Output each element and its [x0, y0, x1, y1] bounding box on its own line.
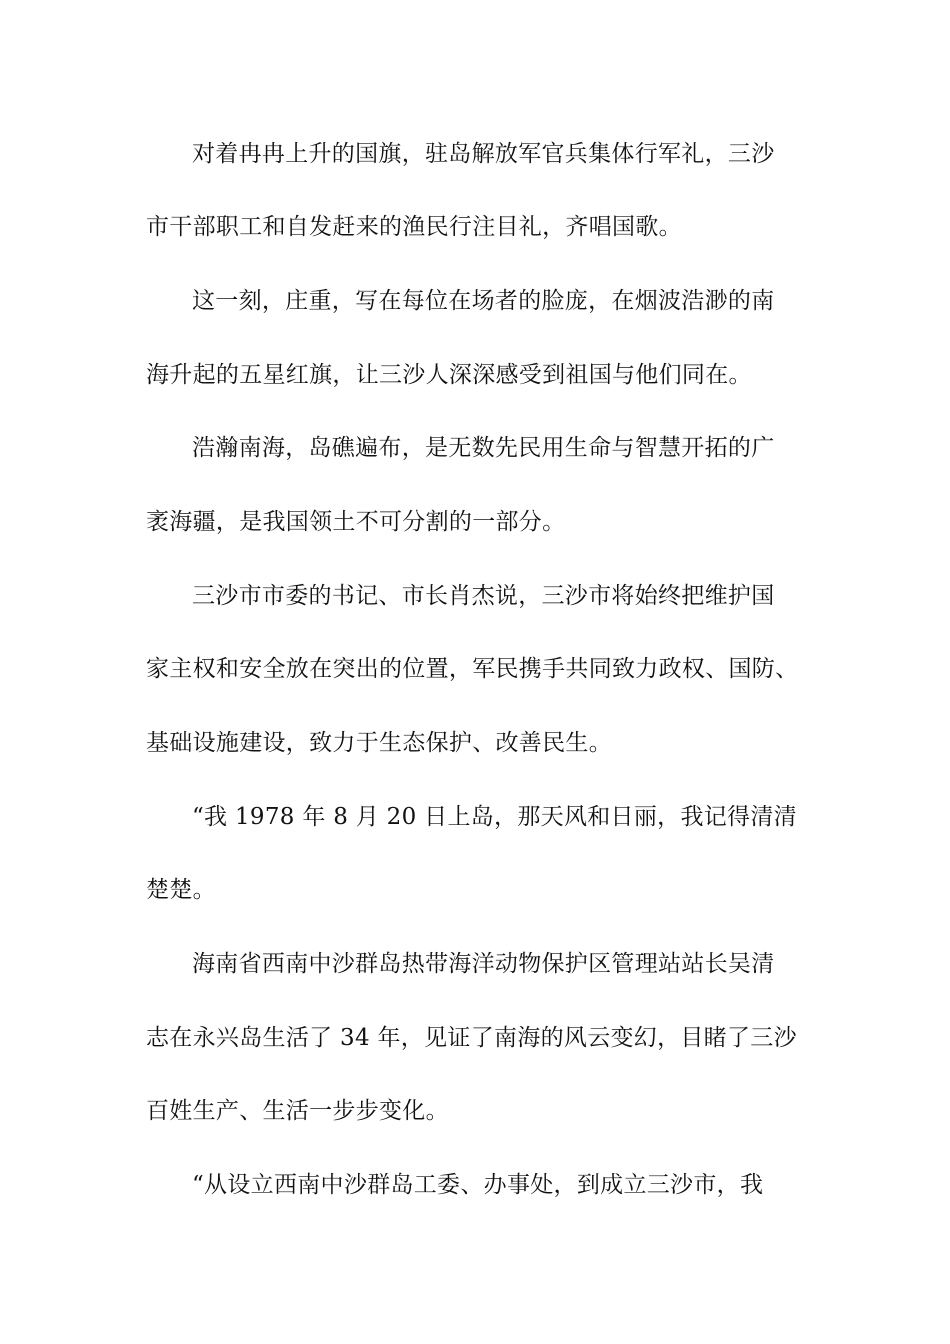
paragraph-6-line-3: 百姓生产、生活一步步变化。	[146, 1098, 449, 1124]
paragraph-4-line-1: 三沙市市委的书记、市长肖杰说，三沙市将始终把维护国	[192, 583, 775, 609]
paragraph-2-line-2: 海升起的五星红旗，让三沙人深深感受到祖国与他们同在。	[146, 362, 752, 388]
paragraph-2-line-1: 这一刻，庄重，写在每位在场者的脸庞，在烟波浩渺的南	[192, 288, 775, 314]
paragraph-4-line-3: 基础设施建设，致力于生态保护、改善民生。	[146, 730, 612, 756]
paragraph-6-line-2: 志在永兴岛生活了 34 年，见证了南海的风云变幻，目睹了三沙	[146, 1025, 797, 1051]
paragraph-5-line-1: “我 1978 年 8 月 20 日上岛，那天风和日丽，我记得清清	[192, 804, 797, 830]
paragraph-3-line-2: 袤海疆，是我国领土不可分割的一部分。	[146, 509, 566, 535]
paragraph-6-line-1: 海南省西南中沙群岛热带海洋动物保护区管理站站长吴清	[192, 951, 775, 977]
paragraph-5-line-2: 楚楚。	[146, 877, 216, 903]
paragraph-1-line-1: 对着冉冉上升的国旗，驻岛解放军官兵集体行军礼，三沙	[192, 141, 775, 167]
paragraph-7-line-1: “从设立西南中沙群岛工委、办事处，到成立三沙市，我	[192, 1172, 764, 1198]
paragraph-3-line-1: 浩瀚南海，岛礁遍布，是无数先民用生命与智慧开拓的广	[192, 435, 775, 461]
paragraph-4-line-2: 家主权和安全放在突出的位置，军民携手共同致力政权、国防、	[146, 656, 799, 682]
paragraph-1-line-2: 市干部职工和自发赶来的渔民行注目礼，齐唱国歌。	[146, 214, 682, 240]
